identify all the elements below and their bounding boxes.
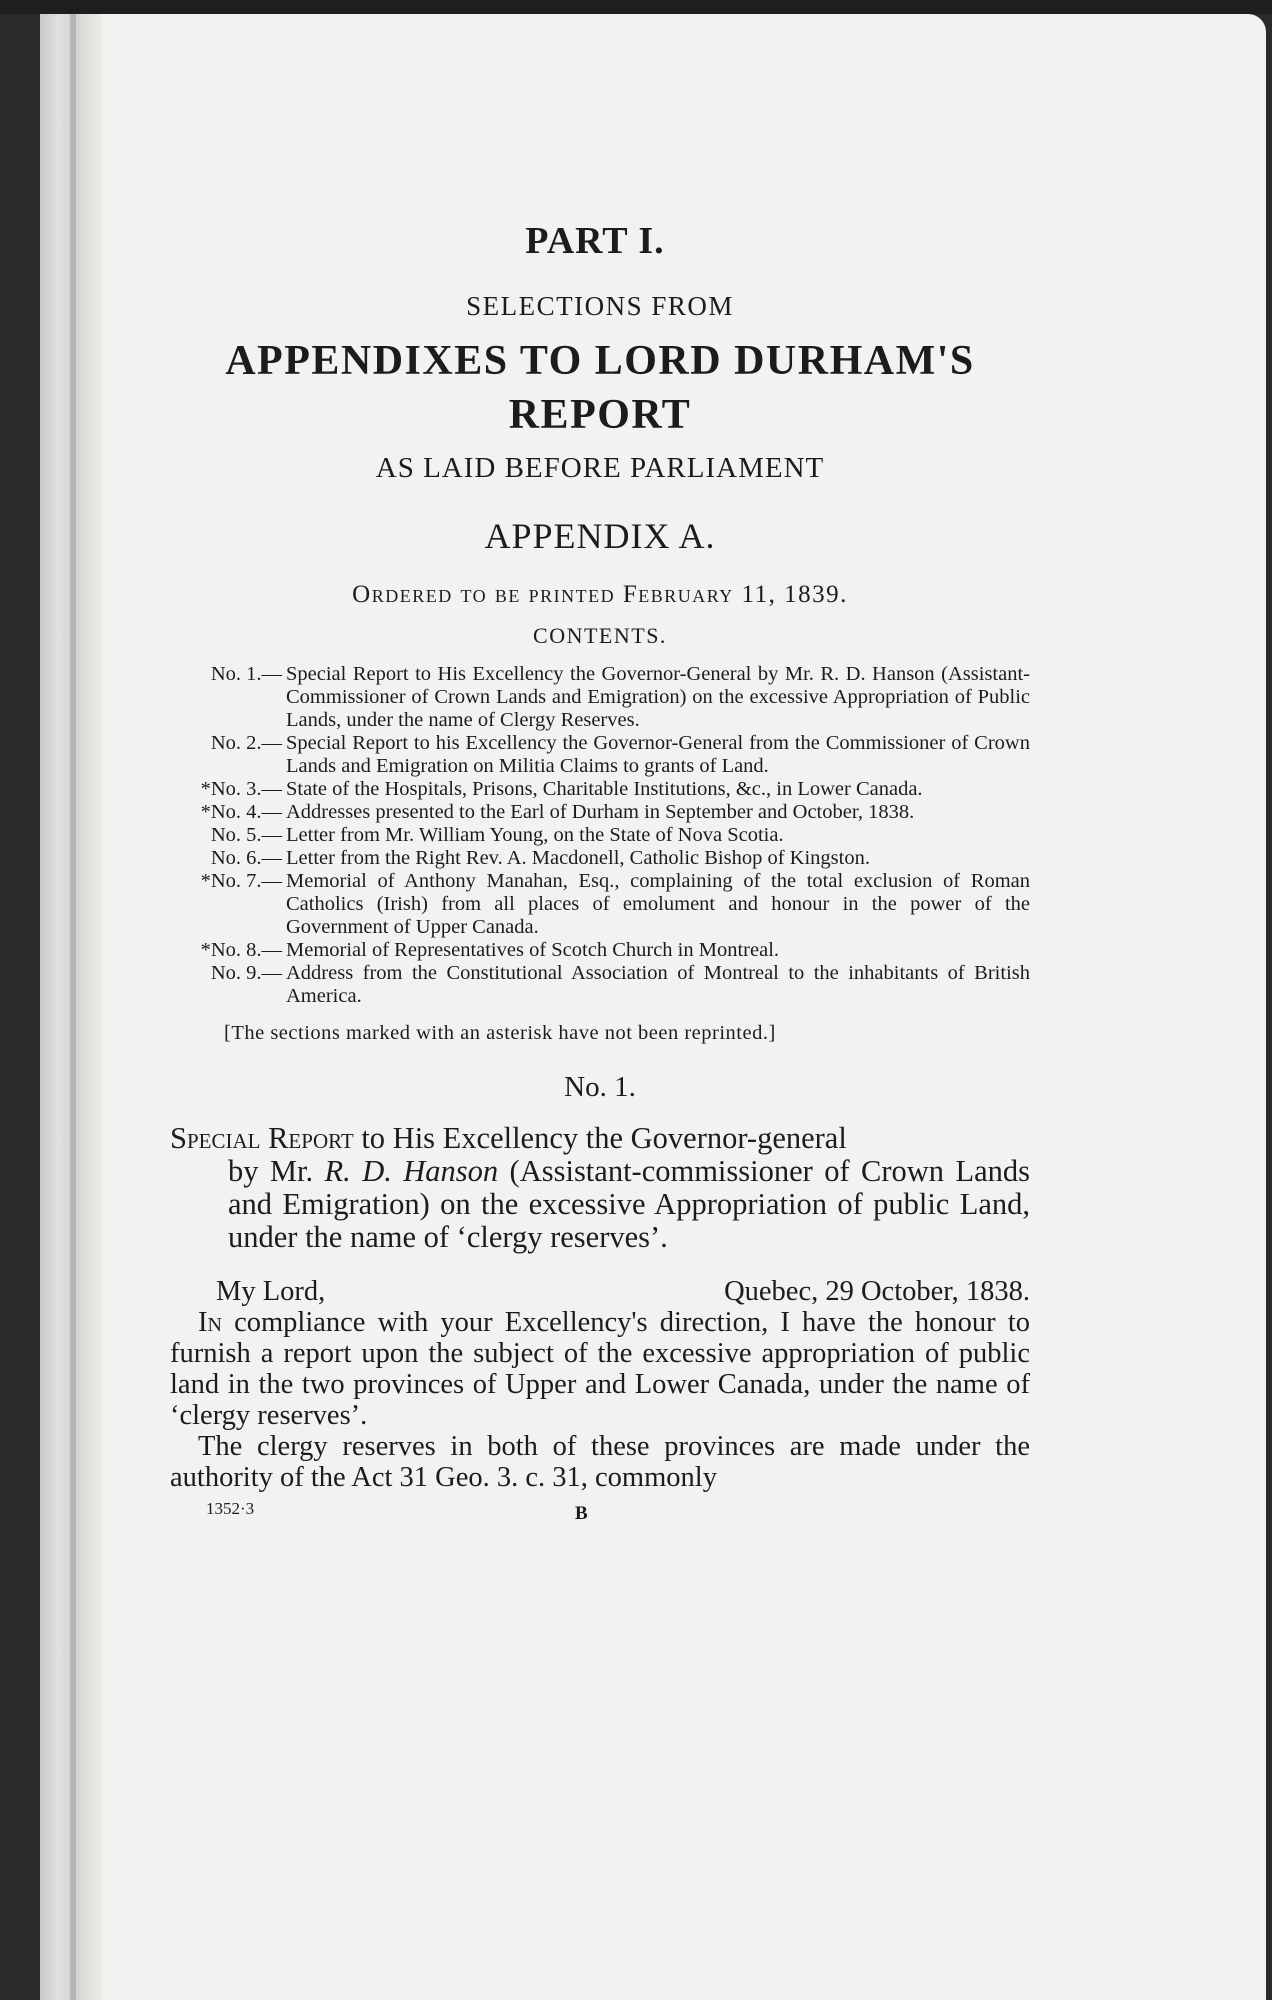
contents-item-number: No. 5.— [210, 824, 282, 846]
section-title-text: to His Excellency the Governor-general [353, 1121, 847, 1155]
contents-item [170, 870, 1030, 939]
section-title-continued [170, 1155, 1030, 1254]
letter-salutation-row [170, 1276, 1030, 1307]
contents-item-number: No. 6.— [210, 847, 282, 869]
appendix-heading: APPENDIX A. [484, 516, 716, 556]
contents-item-number: *No. 4.— [200, 801, 282, 823]
contents-item [170, 778, 1030, 801]
contents-item [170, 732, 1030, 778]
main-title-line2: REPORT [508, 392, 692, 438]
paragraph-text: compliance with your Excellency's direction, I have the honour to furnish a report upon the subject of the excessive appropriation of public land in the two provinces of Upper and Lower Canada, under the name of ‘clergy reserves’. [170, 1307, 1030, 1431]
contents-item-number: No. 9.— [210, 962, 282, 984]
contents-item [170, 801, 1030, 824]
contents-item-number: No. 2.— [210, 732, 282, 754]
contents-item-text: Address from the Constitutional Association of Montreal to the inhabitants of British America. [286, 962, 1030, 1007]
contents-item-text: Memorial of Anthony Manahan, Esq., complaining of the total exclusion of Roman Catholics (Irish) from all places of emolument and honour in the power of the Government of Upper Canada. [286, 870, 1030, 938]
contents-item [170, 939, 1030, 962]
section-title-by: by Mr. [228, 1154, 325, 1188]
contents-list [170, 663, 1030, 1008]
contents-item-text: Special Report to His Excellency the Governor-General by Mr. R. D. Hanson (Assistant-Commissioner of Crown Lands and Emigration) on the excessive Appropriation of Public Lands, under the name of Clergy Reserves. [286, 663, 1030, 731]
letter-salutation: My Lord, [216, 1276, 326, 1307]
contents-item [170, 824, 1030, 847]
contents-heading: CONTENTS. [533, 623, 667, 648]
top-dark-strip [0, 0, 1272, 14]
selections-heading: SELECTIONS FROM [466, 291, 734, 321]
section-title-smallcaps: Special Report [170, 1121, 354, 1155]
contents-item-number: *No. 8.— [200, 939, 282, 961]
letter-paragraph-1 [170, 1307, 1030, 1431]
contents-item [170, 663, 1030, 732]
letter-dateline: Quebec, 29 October, 1838. [724, 1276, 1030, 1307]
letter-paragraph-2: The clergy reserves in both of these provinces are made under the authority of the Act 31 Geo. 3. c. 31, commonly [170, 1431, 1030, 1493]
contents-item-text: Letter from Mr. William Young, on the State of Nova Scotia. [286, 824, 784, 846]
contents-item-text: Letter from the Right Rev. A. Macdonell, Catholic Bishop of Kingston. [286, 847, 870, 869]
contents-item-text: Memorial of Representatives of Scotch Church in Montreal. [286, 939, 780, 961]
section-title-author: R. D. Hanson [324, 1154, 499, 1188]
page-content [170, 219, 1030, 1529]
contents-item-number: *No. 7.— [200, 870, 282, 892]
letter-body [170, 1276, 1030, 1493]
section-heading: No. 1. [564, 1071, 636, 1103]
contents-item-number: *No. 3.— [200, 778, 282, 800]
book-page [40, 14, 1266, 2000]
main-title-line1: APPENDIXES TO LORD DURHAM'S [225, 338, 975, 384]
printer-signature: 1352·3 [206, 1499, 255, 1518]
page-spine-shadow [40, 14, 102, 2000]
contents-item-number: No. 1.— [210, 663, 282, 685]
part-heading: PART I. [525, 220, 665, 262]
laid-before-heading: AS LAID BEFORE PARLIAMENT [375, 452, 825, 484]
ordered-line: Ordered to be printed February 11, 1839. [352, 581, 848, 608]
section-title-rest: (Assistant-commissioner of Crown Lands and Emigration) on the excessive Appropriation of public Land, under the name of ‘clergy reserves’. [228, 1154, 1030, 1254]
contents-item [170, 962, 1030, 1008]
gathering-mark: B [575, 1503, 588, 1524]
contents-item-text: Special Report to his Excellency the Governor-General from the Commissioner of Crown Lands and Emigration on Militia Claims to grants of Land. [286, 732, 1030, 777]
asterisk-note: [The sections marked with an asterisk have not been reprinted.] [224, 1022, 776, 1044]
contents-item-text: State of the Hospitals, Prisons, Charitable Institutions, &c., in Lower Canada. [286, 778, 923, 800]
spine-fold-line [70, 14, 76, 2000]
contents-item [170, 847, 1030, 870]
page-footer [170, 1499, 1030, 1529]
paragraph-initial: In [198, 1307, 222, 1338]
contents-item-text: Addresses presented to the Earl of Durham in September and October, 1838. [286, 801, 915, 823]
section-title [170, 1122, 1030, 1254]
